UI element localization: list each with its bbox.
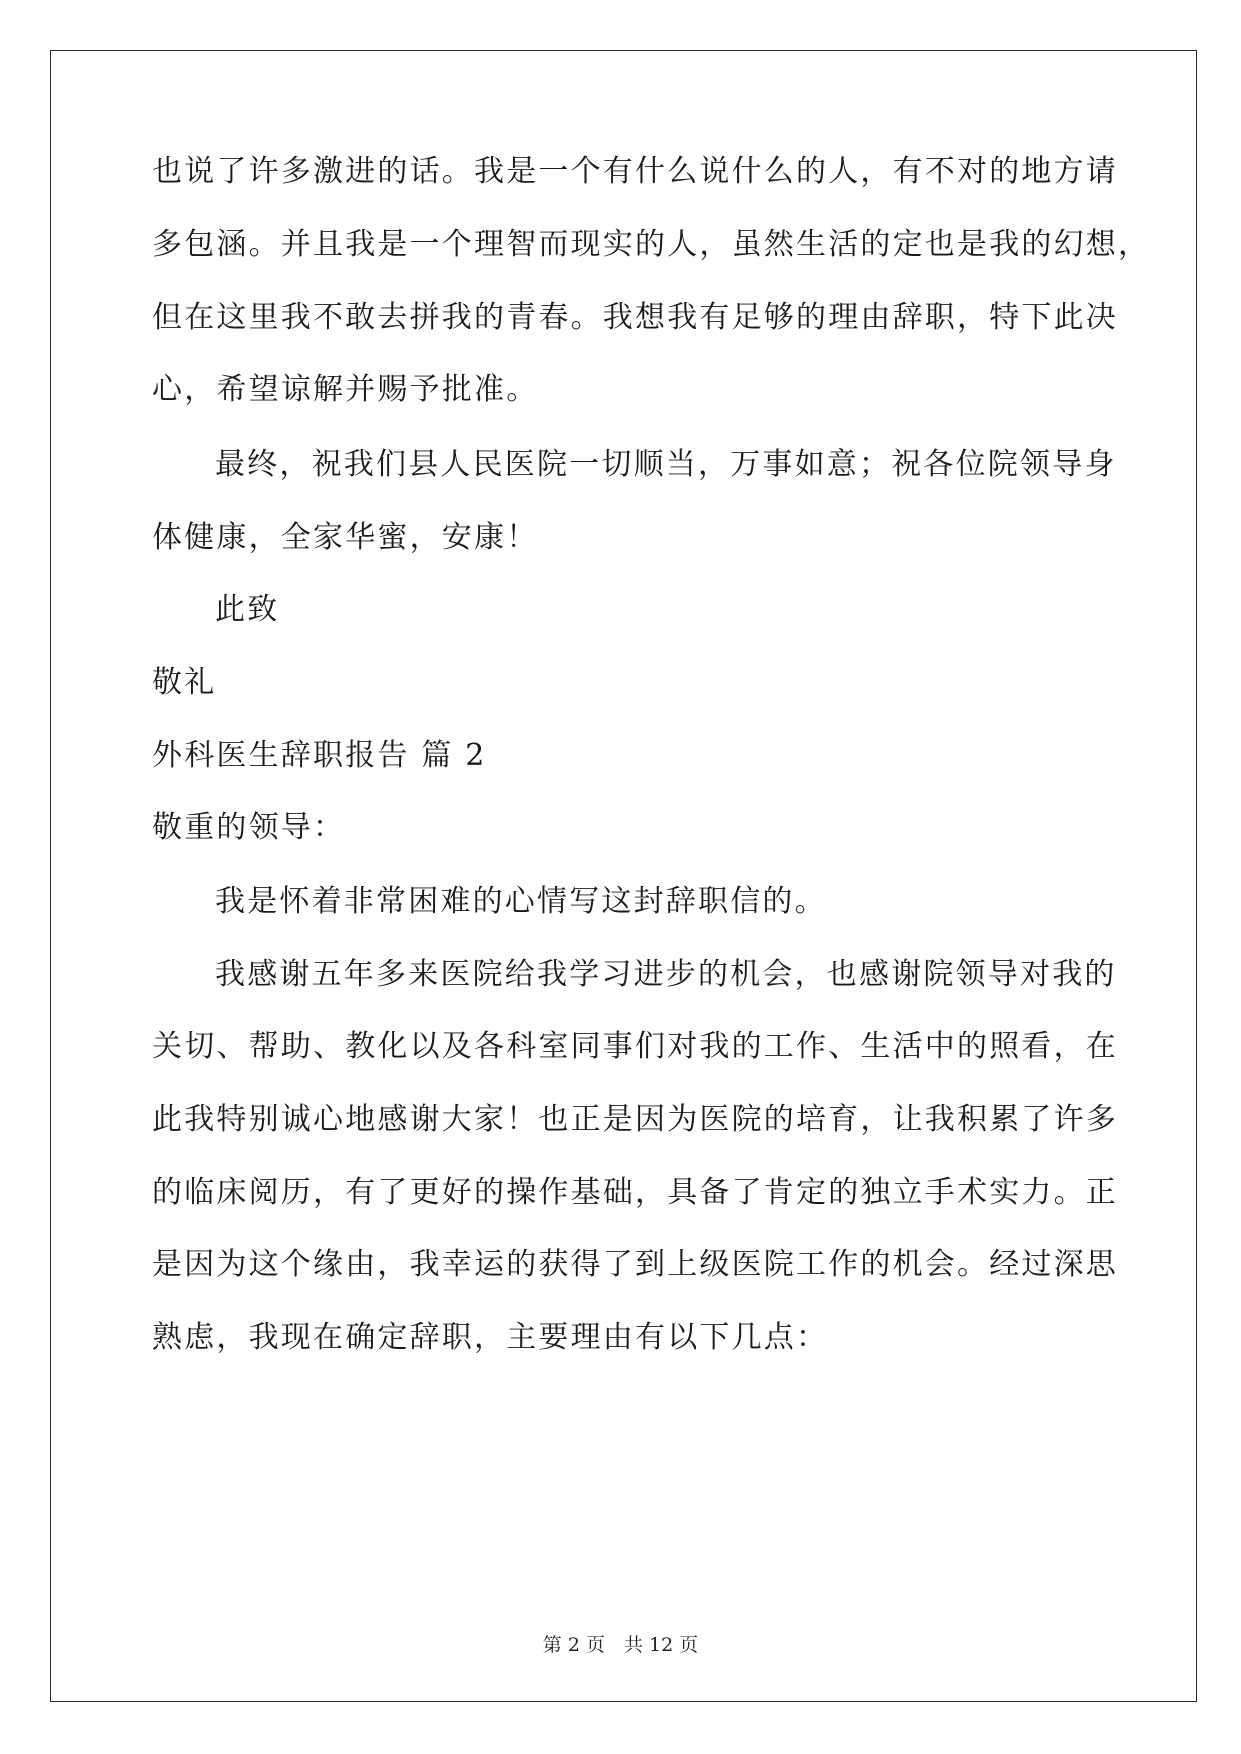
closing-line: 敬礼 (152, 665, 217, 700)
body-text-line: 也说了许多激进的话。我是一个有什么说什么的人，有不对的地方请 (152, 154, 1118, 189)
body-text-line: 体健康，全家华蜜，安康！ (152, 520, 539, 555)
body-text-line: 心，希望谅解并赐予批准。 (152, 372, 539, 407)
body-text-line: 我是怀着非常困难的心情写这封辞职信的。 (215, 884, 827, 919)
body-text-line: 但在这里我不敢去拼我的青春。我想我有足够的理由辞职，特下此决 (152, 300, 1118, 335)
section-heading: 外科医生辞职报告 篇 2 (152, 738, 487, 773)
body-text-line: 最终，祝我们县人民医院一切顺当，万事如意；祝各位院领导身 (215, 447, 1117, 482)
body-text-line: 关切、帮助、教化以及各科室同事们对我的工作、生活中的照看，在 (152, 1029, 1118, 1064)
body-text-line: 我感谢五年多来医院给我学习进步的机会，也感谢院领导对我的 (215, 957, 1117, 992)
body-text-line: 是因为这个缘由，我幸运的获得了到上级医院工作的机会。经过深思 (152, 1247, 1118, 1282)
body-text-line: 此我特别诚心地感谢大家！也正是因为医院的培育，让我积累了许多 (152, 1102, 1118, 1137)
body-text-line: 多包涵。并且我是一个理智而现实的人，虽然生活的定也是我的幻想， (152, 227, 1151, 262)
greeting-line: 敬重的领导： (152, 810, 346, 845)
body-text-line: 的临床阅历，有了更好的操作基础，具备了肯定的独立手术实力。正 (152, 1175, 1118, 1210)
page-number-footer: 第 2 页 共 12 页 (542, 1634, 699, 1656)
salutation-line: 此致 (215, 592, 280, 627)
body-text-line: 熟虑，我现在确定辞职，主要理由有以下几点： (152, 1320, 829, 1355)
